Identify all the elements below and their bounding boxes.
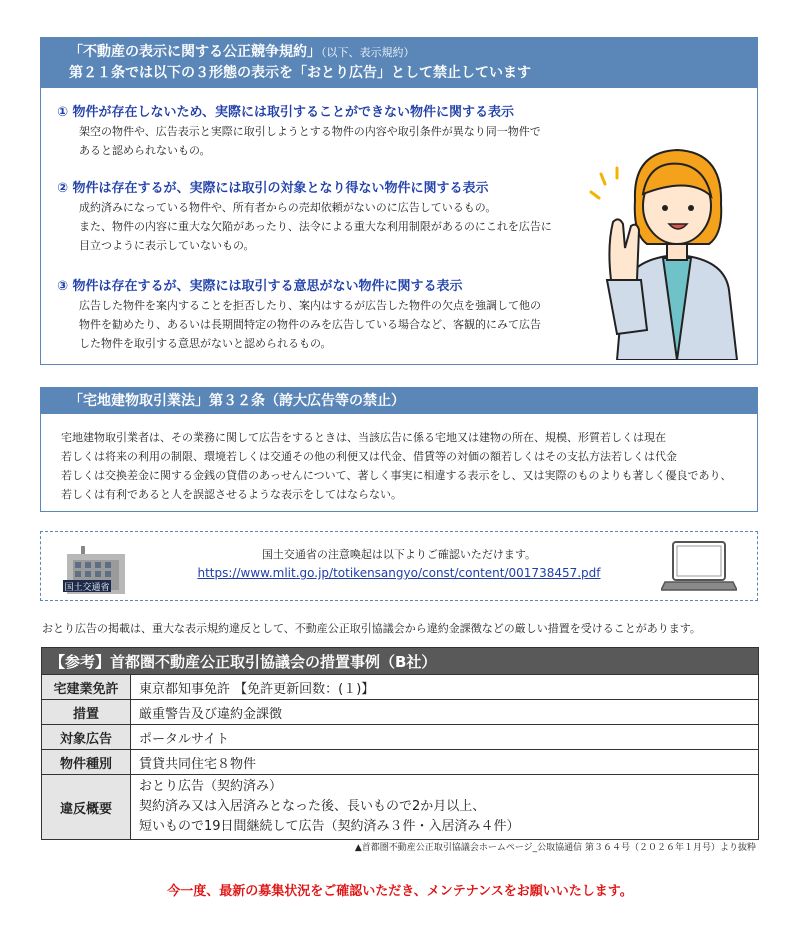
rule-item-line: した物件を取引する意思がないと認められるもの。: [79, 337, 332, 350]
rule-item-line: また、物件の内容に重大な欠陥があったり、法令による重大な利用制限があるのにこれを広告に: [79, 220, 552, 233]
row-value: ポータルサイト: [131, 725, 759, 750]
notice-text: 国土交通省の注意喚起は以下よりご確認いただけます。: [261, 548, 537, 561]
rule-item-title: ② 物件は存在するが、実際には取引の対象となり得ない物件に関する表示: [57, 181, 489, 196]
rule-item-3: [57, 278, 541, 353]
row-value: 賃貸共同住宅８物件: [131, 750, 759, 775]
row-value: 東京都知事免許 【免許更新回数：(１)】: [131, 675, 759, 700]
law-line: 若しくは交換差金に関する金銭の貸借のあっせんについて、著しく事実に相違する表示をし、又は実際のものよりも著しく優良であり、: [61, 469, 732, 482]
rule-item-line: 広告した物件を案内することを拒否したり、案内はするが広告した物件の欠点を強調して他の: [79, 299, 541, 312]
source-note: ▲首都圏不動産公正取引協議会ホームページ_公取協通信 第３６４号（２０２６年１月号）より抜粋: [354, 843, 756, 853]
violation-line: 契約済み又は入居済みとなった後、長いもので2か月以上、: [139, 799, 486, 814]
law-title: 「宅地建物取引業法」第３２条（誇大広告等の禁止）: [41, 388, 757, 414]
mlit-url-link[interactable]: https://www.mlit.go.jp/totikensangyo/const/content/001738457.pdf: [197, 566, 601, 580]
rule-item-line: 目立つように表示していないもの。: [79, 239, 255, 252]
caution-text: おとり広告の掲載は、重大な表示規約違反として、不動産公正取引協議会から違約金課徴などの厳しい措置を受けることがあります。: [42, 622, 701, 635]
mlit-notice-box: [40, 531, 758, 601]
law-line: 若しくは有利であると人を誤認させるような表示をしてはならない。: [61, 488, 402, 501]
row-key: 措置: [42, 700, 131, 725]
table-row: [42, 750, 759, 775]
row-key: 対象広告: [42, 725, 131, 750]
rule-item-line: 成約済みになっている物件や、所有者からの売却依頼がないのに広告しているもの。: [79, 201, 497, 214]
violation-line: 短いもので19日間継続して広告（契約済み３件・入居済み４件）: [139, 819, 520, 834]
rule-item-1: [57, 104, 541, 160]
case-table-title: 【参考】首都圏不動産公正取引協議会の措置事例（B社）: [42, 648, 759, 675]
table-row: [42, 675, 759, 700]
law-line: 宅地建物取引業者は、その業務に関して広告をするときは、当該広告に係る宅地又は建物の所在、規模、形質若しくは現在: [61, 431, 666, 444]
building-label: 国土交通省: [64, 583, 110, 593]
final-message: 今一度、最新の募集状況をご確認いただき、メンテナンスをお願いいたします。: [167, 884, 633, 899]
row-key: 物件種別: [42, 750, 131, 775]
rules-box-header: [41, 38, 757, 88]
law-box: [40, 387, 758, 512]
rule-item-title: ① 物件が存在しないため、実際には取引することができない物件に関する表示: [57, 105, 515, 120]
rules-title-note: （以下、表示規約）: [321, 46, 415, 59]
law-line: 若しくは将来の利用の制限、環境若しくは交通その他の利便又は代金、借賃等の対価の額若しくはその支払方法若しくは代金: [61, 450, 677, 463]
table-row: [42, 775, 759, 840]
rules-box: [40, 37, 758, 365]
rule-item-2: [57, 180, 552, 255]
rule-item-line: 物件を勧めたり、あるいは長期間特定の物件のみを広告している場合など、客観的にみて広告: [79, 318, 541, 331]
businesswoman-illustration: [577, 130, 747, 360]
rule-item-title: ③ 物件は存在するが、実際には取引する意思がない物件に関する表示: [57, 279, 463, 294]
row-key: 宅建業免許: [42, 675, 131, 700]
row-key: 違反概要: [42, 775, 131, 840]
rules-title: 「不動産の表示に関する公正競争規約」: [69, 44, 321, 60]
table-row: [42, 725, 759, 750]
rule-item-line: あると認められないもの。: [79, 144, 211, 157]
case-table: [41, 647, 759, 840]
rules-subtitle: 第２１条では以下の３形態の表示を「おとり広告」として禁止しています: [69, 65, 531, 81]
laptop-icon: [661, 538, 737, 594]
violation-line: おとり広告（契約済み）: [139, 779, 283, 794]
table-row: [42, 700, 759, 725]
rule-item-line: 架空の物件や、広告表示と実際に取引しようとする物件の内容や取引条件が異なり同一物件で: [79, 125, 541, 138]
row-value: 厳重警告及び違約金課徴: [131, 700, 759, 725]
